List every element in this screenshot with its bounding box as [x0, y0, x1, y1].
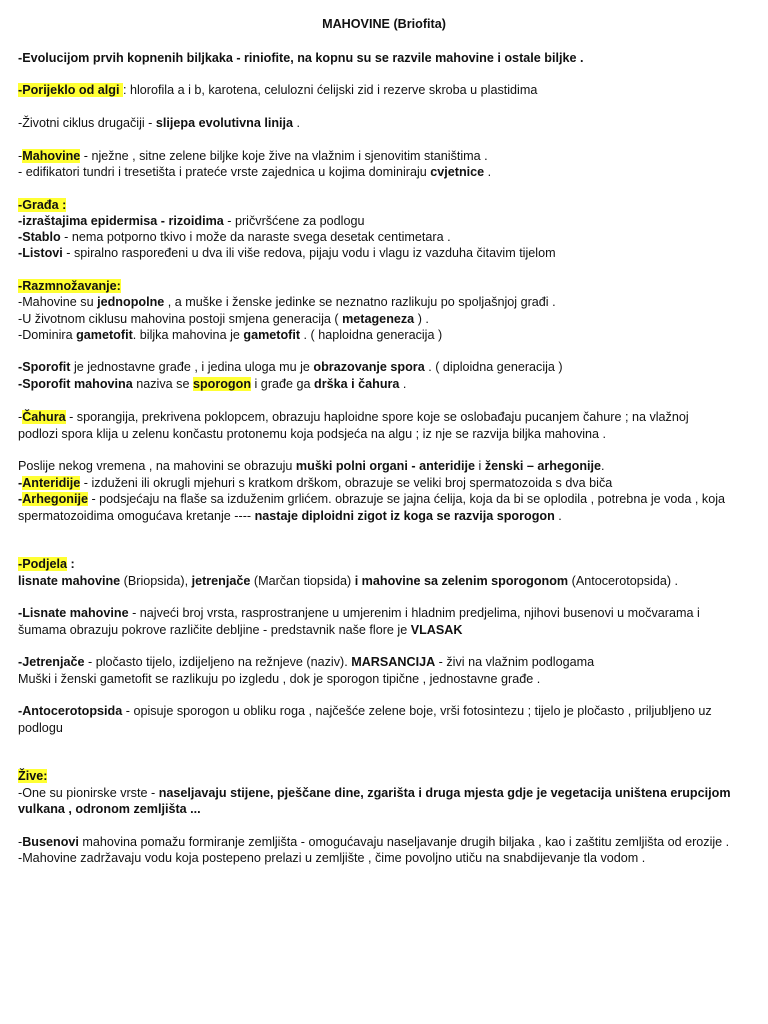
life-cycle-line: -Životni ciklus drugačiji - slijepa evolutivna linija .: [18, 116, 301, 130]
sporogon-highlight: sporogon: [192, 377, 252, 391]
anteridia-highlight: Anteridije: [22, 476, 81, 490]
mosses-line-2: - edifikatori tundri i tresetišta i prateće vrste zajednica u kojima dominiraju cvjetnice .: [18, 165, 492, 179]
archegonia-line-2: spermatozoidima omogućava kretanje ---- nastaje diploidni zigot iz koga se razvija sporogon .: [18, 509, 562, 523]
capsule-line-1: -Čahura - sporangija, prekrivena poklopcem, obrazuju haploidne spore koje se oslobađaju pucanjem čahure ; na vlažnoj: [18, 410, 689, 424]
sporophyte-line-2: -Sporofit mahovina naziva se sporogon i građe ga drška i čahura .: [18, 377, 407, 391]
origin-highlight: -Porijeklo od algi: [18, 83, 123, 97]
capsule-line-2: podlozi spora klija u zelenu končastu protonemu koja podsjeća na algu ; iz nje se razvija biljka mahovina .: [18, 427, 607, 441]
sporophyte-line-1: -Sporofit je jednostavne građe , i jedina uloga mu je obrazovanje spora . ( diploidna generacija ): [18, 360, 563, 374]
hornworts-line-1: -Antocerotopsida - opisuje sporogon u obliku roga , najčešće zelene boje, vrši fotosintezu ; tijelo je pločasto , priljubljeno uz: [18, 704, 712, 718]
habitat-line-1: -One su pionirske vrste - naseljavaju stijene, pješčane dine, zgarišta i druga mjesta gdje je vegetacija uništena erupcijom: [18, 786, 731, 800]
organs-line: Poslije nekog vremena , na mahovini se obrazuju muški polni organi - anteridije i ženski – arhegonije.: [18, 459, 605, 473]
reproduction-line-2: -U životnom ciklusu mahovina postoji smjena generacija ( metageneza ) .: [18, 312, 429, 326]
reproduction-line-3: -Dominira gametofit. biljka mahovina je gametofit . ( haploidna generacija ): [18, 328, 443, 342]
structure-line-1: -izraštajima epidermisa - rizoidima - pričvršćene za podlogu: [18, 214, 365, 228]
archegonia-highlight: Arhegonije: [22, 492, 88, 506]
anteridia-line: -Anteridije - izduženi ili okrugli mjehuri s kratkom drškom, obrazuje se veliki broj spermatozoida s dva biča: [18, 476, 613, 490]
role-line-1: -Busenovi mahovina pomažu formiranje zemljišta - omogućavaju naseljavanje drugih biljaka , kao i zaštitu zemljišta od erozije .: [18, 835, 730, 849]
hornworts-line-2: podlogu: [18, 721, 63, 735]
role-line-2: -Mahovine zadržavaju vodu koja postepeno prelazi u zemljište , čime povoljno utiču na snabdijevanje tla vodom .: [18, 851, 646, 865]
origin-line: -Porijeklo od algi : hlorofila a i b, karotena, celulozni ćelijski zid i rezerve skroba u plastidima: [18, 83, 538, 97]
leafy-line-2: šumama obrazuju pokrove različite debljine - predstavnik naše flore je VLASAK: [18, 623, 463, 637]
division-heading: -Podjela :: [18, 557, 75, 571]
capsule-highlight: Čahura: [22, 410, 66, 424]
structure-line-2: -Stablo - nema potporno tkivo i može da naraste svega desetak centimetara .: [18, 230, 451, 244]
archegonia-line-1: -Arhegonije - podsjećaju na flaše sa izduženim grlićem. obrazuje se jajna ćelija, koja da bi se oplodila , potrebna je voda , koja: [18, 492, 726, 506]
habitat-line-2: vulkana , odronom zemljišta ...: [18, 802, 201, 816]
leafy-line-1: -Lisnate mahovine - najveći broj vrsta, rasprostranjene u umjerenim i hladnim predjelima, njihovi busenovi u močvarama i: [18, 606, 700, 620]
reproduction-line-1: -Mahovine su jednopolne , a muške i ženske jedinke se neznatno razlikuju po spoljašnjoj građi .: [18, 295, 556, 309]
structure-line-3: -Listovi - spiralno raspoređeni u dva ili više redova, pijaju vodu i vlagu iz vazduha čitavim tijelom: [18, 246, 556, 260]
division-line: lisnate mahovine (Briopsida), jetrenjače (Marčan tiopsida) i mahovine sa zelenim sporogonom (Antocerotopsida) .: [18, 574, 679, 588]
intro-line: -Evolucijom prvih kopnenih biljkaka - riniofite, na kopnu su se razvile mahovine i ostale biljke .: [18, 51, 584, 65]
structure-heading: -Građa :: [18, 198, 67, 212]
reproduction-heading: -Razmnožavanje:: [18, 279, 121, 293]
habitat-heading: Žive:: [18, 769, 48, 783]
mosses-line-1: -Mahovine - nježne , sitne zelene biljke koje žive na vlažnim i sjenovitim staništima .: [18, 149, 488, 163]
liverworts-line-1: -Jetrenjače - pločasto tijelo, izdijeljeno na režnjeve (naziv). MARSANCIJA - živi na vlažnim podlogama: [18, 655, 595, 669]
mosses-highlight: Mahovine: [22, 149, 81, 163]
page-title: MAHOVINE (Briofita): [322, 17, 446, 31]
liverworts-line-2: Muški i ženski gametofit se razlikuju po izgledu , dok je sporogon tipične , jednostavne građe .: [18, 672, 541, 686]
